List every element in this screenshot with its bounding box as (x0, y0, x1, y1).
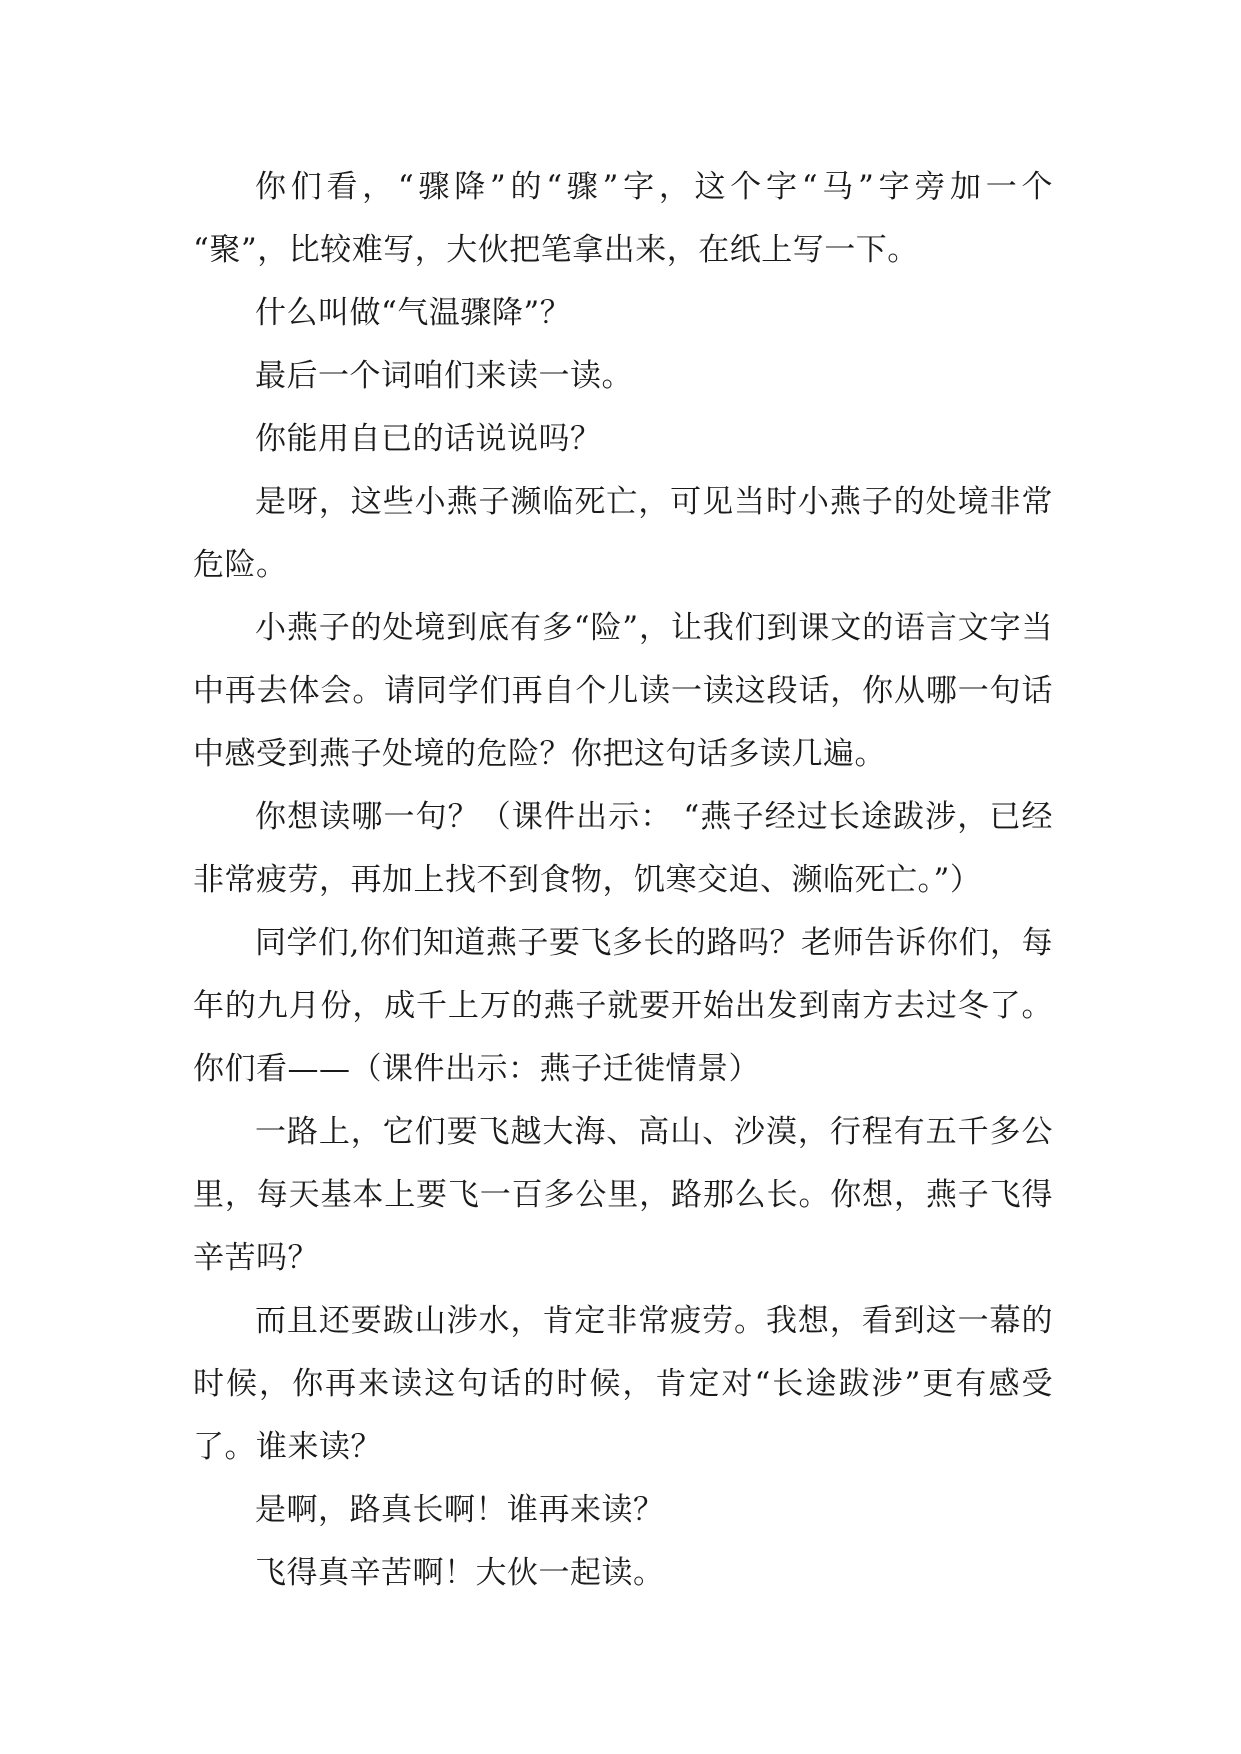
paragraph: 是呀，这些小燕子濒临死亡，可见当时小燕子的处境非常危险。 (193, 484, 1053, 583)
paragraph: 是啊，路真长啊！谁再来读？ (255, 1492, 665, 1528)
paragraph: 同学们,你们知道燕子要飞多长的路吗？老师告诉你们，每年的九月份，成千上万的燕子就要开始出发到南方去过冬了。你们看——（课件出示：燕子迁徙情景） (193, 925, 1053, 1087)
paragraph: 你想读哪一句？（课件出示： “燕子经过长途跋涉，已经非常疲劳，再加上找不到食物，饥寒交迫、濒临死亡。”） (193, 799, 1053, 898)
paragraph: 你能用自已的话说说吗？ (255, 421, 602, 457)
paragraph: 飞得真辛苦啊！大伙一起读。 (255, 1555, 665, 1591)
document-body (193, 156, 1053, 1605)
paragraph: 什么叫做“气温骤降”？ (255, 295, 572, 331)
paragraph: 小燕子的处境到底有多“险”，让我们到课文的语言文字当中再去体会。请同学们再自个儿读一读这段话，你从哪一句话中感受到燕子处境的危险？你把这句话多读几遍。 (193, 610, 1053, 772)
paragraph: 你们看，“骤降”的“骤”字，这个字“马”字旁加一个 “聚”，比较难写，大伙把笔拿出来，在纸上写一下。 (193, 169, 1053, 268)
paragraph: 最后一个词咱们来读一读。 (255, 358, 633, 394)
paragraph: 而且还要跋山涉水，肯定非常疲劳。我想，看到这一幕的时候，你再来读这句话的时候，肯定对“长途跋涉”更有感受了。谁来读？ (193, 1303, 1053, 1465)
paragraph: 一路上，它们要飞越大海、高山、沙漠，行程有五千多公里，每天基本上要飞一百多公里，路那么长。你想，燕子飞得辛苦吗？ (193, 1114, 1053, 1276)
